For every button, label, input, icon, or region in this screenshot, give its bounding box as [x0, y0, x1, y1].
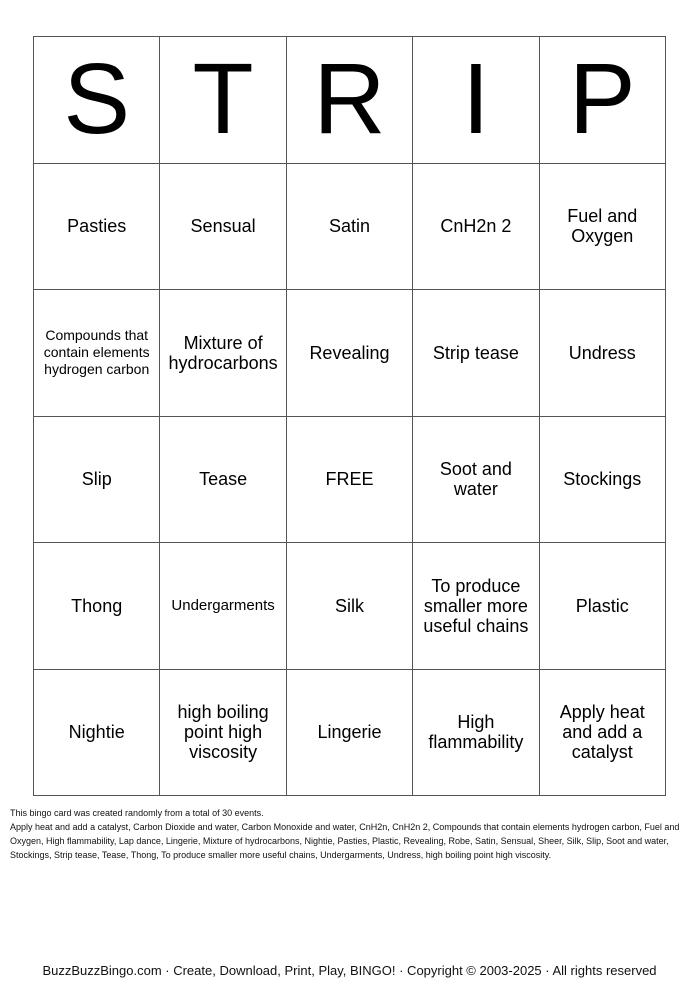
info-event-list: Apply heat and add a catalyst, Carbon Dioxide and water, Carbon Monoxide and water, CnH2n, CnH2n 2, Compounds that contain elements hydrogen carbon, Fuel and Oxygen, High flammability, Lap dance, Lingerie, Mixture of hydrocarbons, Nightie, Pasties, Plastic, Revealing, Robe, Satin, Sensual, Sheer, Silk, Slip, Soot and water, Stockings, Strip tease, Tease, Thong, To produce smaller more useful chains, Undergarments, Undress, high boiling point high viscosity. [10, 822, 680, 860]
header-row [34, 37, 666, 164]
bingo-cell: Strip tease [413, 290, 539, 417]
card-row [34, 163, 666, 290]
bingo-cell: Tease [160, 416, 286, 543]
header-letter-i: I [413, 37, 539, 164]
header-letter-t: T [160, 37, 286, 164]
card-row [34, 290, 666, 417]
bingo-cell: Satin [286, 163, 412, 290]
info-summary: This bingo card was created randomly from a total of 30 events. [10, 808, 264, 818]
header-letter-p: P [539, 37, 665, 164]
bingo-cell: Fuel and Oxygen [539, 163, 665, 290]
bingo-cell: Plastic [539, 543, 665, 670]
bingo-cell: Revealing [286, 290, 412, 417]
bingo-cell: Stockings [539, 416, 665, 543]
bingo-cell: Silk [286, 543, 412, 670]
bingo-cell: CnH2n 2 [413, 163, 539, 290]
bingo-cell: Compounds that contain elements hydrogen carbon [34, 290, 160, 417]
bingo-cell: Soot and water [413, 416, 539, 543]
bingo-cell: Sensual [160, 163, 286, 290]
bingo-cell: Mixture of hydrocarbons [160, 290, 286, 417]
bingo-cell: high boiling point high viscosity [160, 669, 286, 796]
bingo-cell: Undress [539, 290, 665, 417]
card-row [34, 669, 666, 796]
header-letter-s: S [34, 37, 160, 164]
bingo-cell: Lingerie [286, 669, 412, 796]
bingo-cell: Thong [34, 543, 160, 670]
card-row [34, 416, 666, 543]
bingo-cell: Nightie [34, 669, 160, 796]
bingo-cell: To produce smaller more useful chains [413, 543, 539, 670]
free-space: FREE [286, 416, 412, 543]
bingo-cell: Slip [34, 416, 160, 543]
card-row [34, 543, 666, 670]
bingo-cell: Apply heat and add a catalyst [539, 669, 665, 796]
card-info [10, 806, 690, 862]
bingo-cell: Undergarments [160, 543, 286, 670]
bingo-cell: High flammability [413, 669, 539, 796]
header-letter-r: R [286, 37, 412, 164]
bingo-cell: Pasties [34, 163, 160, 290]
bingo-card [33, 36, 666, 796]
footer-copyright: BuzzBuzzBingo.com · Create, Download, Print, Play, BINGO! · Copyright © 2003-2025 · All rights reserved [42, 963, 657, 978]
